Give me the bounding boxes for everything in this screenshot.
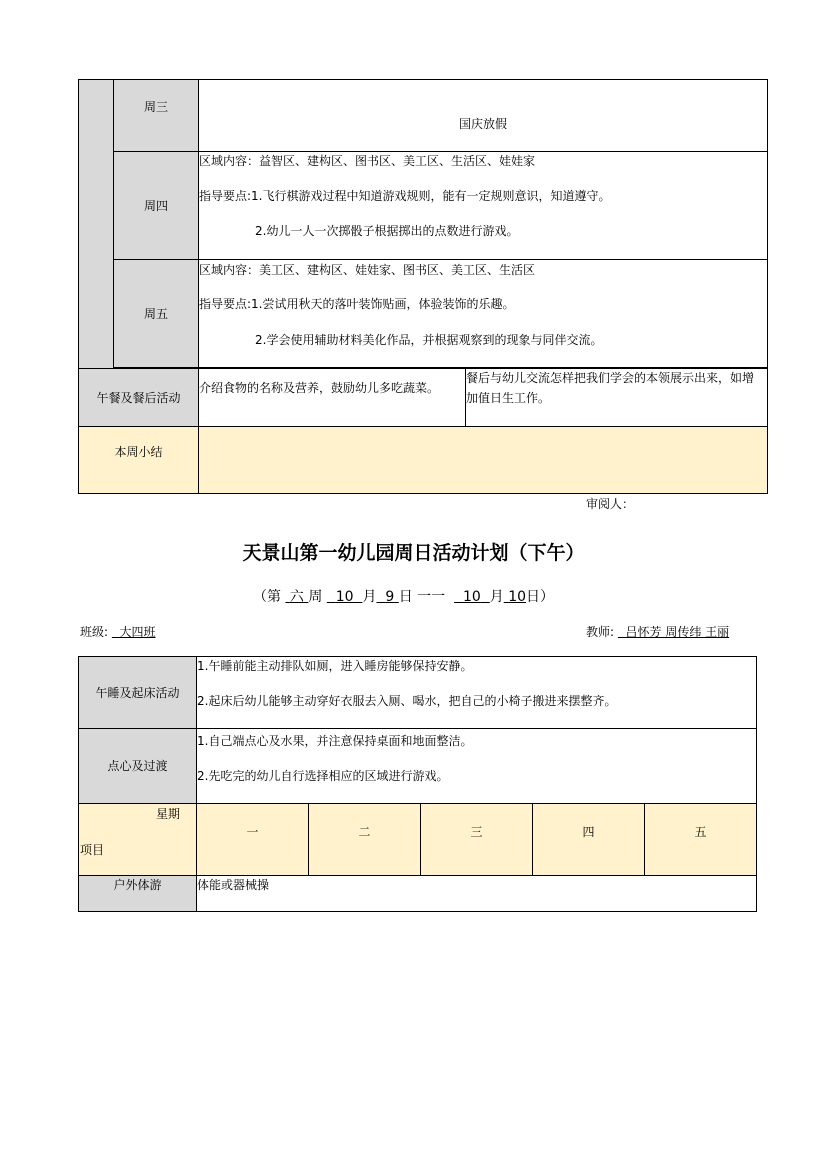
subtitle-open: （第 bbox=[253, 589, 281, 605]
end-day: 10 bbox=[508, 589, 527, 605]
weekday-text: 三 bbox=[470, 825, 483, 839]
wed-content-cell bbox=[199, 80, 768, 152]
weekday-header-label: 星期 bbox=[155, 807, 180, 821]
weekday-header-fri bbox=[645, 804, 757, 876]
holiday-text: 国庆放假 bbox=[459, 117, 508, 131]
nap-content-cell bbox=[197, 657, 757, 729]
class-value: 大四班 bbox=[119, 625, 156, 639]
teacher-value: 吕怀芳 周传纬 王丽 bbox=[625, 625, 730, 639]
summary-label: 本周小结 bbox=[114, 445, 163, 459]
guide-point-1: 指导要点:1.飞行棋游戏过程中知道游戏规则，能有一定规则意识，知道遵守。 bbox=[199, 189, 611, 203]
snack-content-cell bbox=[197, 729, 757, 804]
header-corner-cell bbox=[79, 804, 197, 876]
teacher-info bbox=[586, 623, 729, 640]
lunch-label: 午餐及餐后活动 bbox=[96, 390, 181, 405]
day-label-fri bbox=[114, 260, 199, 368]
day-label: 日 一一 bbox=[398, 589, 446, 605]
day-label-text: 周四 bbox=[143, 198, 168, 213]
lunch-left-cell bbox=[199, 369, 466, 427]
area-content-text: 区域内容：美工区、建构区、娃娃家、图书区、美工区、生活区 bbox=[199, 263, 536, 277]
month-label: 月 bbox=[489, 589, 504, 605]
snack-line-1: 1.自己端点心及水果，并注意保持桌面和地面整洁。 bbox=[197, 734, 473, 748]
nap-line-1: 1.午睡前能主动排队如厕，进入睡房能够保持安静。 bbox=[197, 659, 473, 673]
afternoon-plan-table bbox=[78, 656, 757, 912]
lunch-left-text: 介绍食物的名称及营养，鼓励幼儿多吃蔬菜。 bbox=[199, 381, 440, 395]
thu-content-cell bbox=[199, 152, 768, 260]
lunch-right-cell bbox=[466, 369, 768, 427]
weekday-header-mon bbox=[197, 804, 309, 876]
end-month: 10 bbox=[463, 589, 481, 605]
summary-label-cell bbox=[79, 427, 199, 494]
week-number: 六 bbox=[289, 589, 304, 605]
nap-label-cell bbox=[79, 657, 197, 729]
day-label-text: 周三 bbox=[143, 100, 168, 114]
snack-label-cell bbox=[79, 729, 197, 804]
weekday-text: 四 bbox=[582, 825, 595, 839]
page-title: 天景山第一幼儿园周日活动计划（下午） bbox=[242, 542, 585, 564]
outdoor-content-cell bbox=[197, 876, 757, 912]
summary-content-cell bbox=[199, 427, 768, 494]
weekday-text: 五 bbox=[694, 825, 707, 839]
reviewer-label: 审阅人： bbox=[586, 497, 635, 511]
day-label-text: 周五 bbox=[143, 306, 168, 321]
weekday-header-wed bbox=[421, 804, 533, 876]
date-range bbox=[253, 586, 554, 606]
fri-content-cell bbox=[199, 260, 768, 368]
outdoor-label: 户外体游 bbox=[113, 878, 162, 892]
area-content-text: 区域内容：益智区、建构区、图书区、美工区、生活区、娃娃家 bbox=[199, 154, 536, 168]
class-label: 班级: bbox=[80, 625, 109, 639]
weekly-area-table bbox=[78, 79, 768, 494]
lunch-right-line-1: 餐后与幼儿交流怎样把我们学会的本领展示出来，如增 bbox=[466, 371, 755, 385]
day-label-thu bbox=[114, 152, 199, 260]
subtitle-close: 日） bbox=[526, 589, 555, 605]
left-margin-column bbox=[79, 80, 114, 369]
guide-point-1: 指导要点:1.尝试用秋天的落叶装饰贴画，体验装饰的乐趣。 bbox=[199, 297, 515, 311]
snack-line-2: 2.先吃完的幼儿自行选择相应的区域进行游戏。 bbox=[197, 769, 449, 783]
class-info bbox=[80, 623, 184, 640]
guide-point-2: 2.幼儿一人一次掷骰子根据掷出的点数进行游戏。 bbox=[255, 224, 519, 238]
lunch-right-line-2: 加值日生工作。 bbox=[466, 391, 551, 405]
outdoor-label-cell bbox=[79, 876, 197, 912]
nap-label: 午睡及起床活动 bbox=[95, 685, 180, 700]
start-day: 9 bbox=[385, 589, 395, 605]
outdoor-text: 体能或器械操 bbox=[197, 878, 270, 892]
item-header-label: 项目 bbox=[80, 843, 105, 857]
day-label-wed bbox=[114, 80, 199, 152]
snack-label: 点心及过渡 bbox=[107, 759, 168, 773]
week-label: 周 bbox=[308, 589, 323, 605]
teacher-label: 教师: bbox=[586, 625, 615, 639]
start-month: 10 bbox=[335, 589, 354, 605]
weekday-text: 二 bbox=[358, 825, 371, 839]
weekday-text: 一 bbox=[246, 825, 259, 839]
nap-line-2: 2.起床后幼儿能够主动穿好衣服去入厕、喝水，把自己的小椅子搬进来摆整齐。 bbox=[197, 694, 617, 708]
month-label: 月 bbox=[362, 589, 377, 605]
weekday-header-tue bbox=[309, 804, 421, 876]
lunch-label-cell bbox=[79, 369, 199, 427]
guide-point-2: 2.学会使用辅助材料美化作品，并根据观察到的现象与同伴交流。 bbox=[255, 333, 603, 347]
weekday-header-thu bbox=[533, 804, 645, 876]
